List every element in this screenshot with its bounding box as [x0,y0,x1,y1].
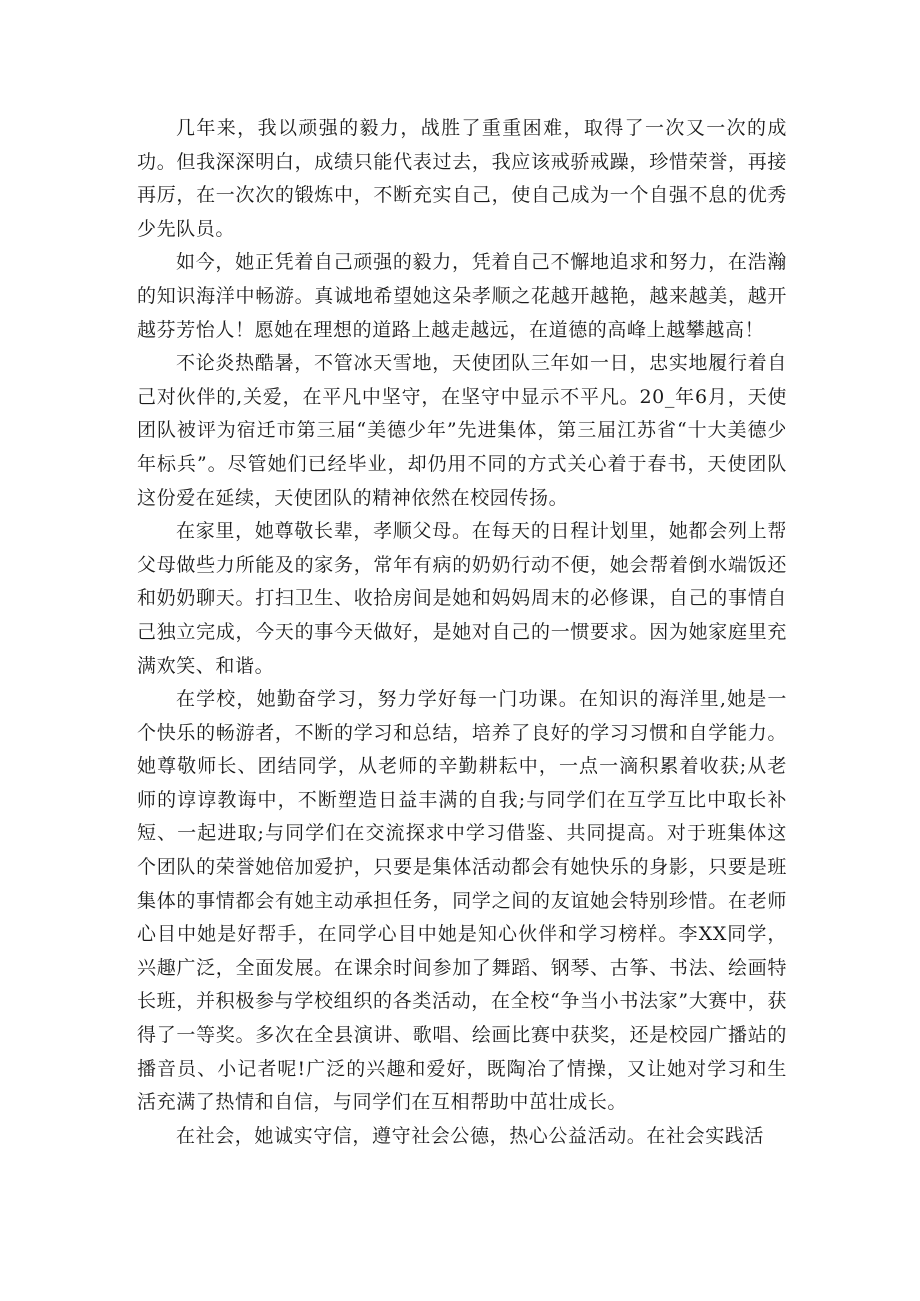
document-body [137,112,787,1153]
paragraph-2: 如今，她正凭着自己顽强的毅力，凭着自己不懈地追求和努力，在浩瀚的知识海洋中畅游。真诚地希望她这朵孝顺之花越开越艳，越来越美，越开越芬芳怡人！愿她在理想的道路上越走越远，在道德的高峰上越攀越高！ [137,251,787,341]
paragraph-5: 在学校，她勤奋学习，努力学好每一门功课。在知识的海洋里,她是一个快乐的畅游者，不断的学习和总结，培养了良好的学习习惯和自学能力。她尊敬师长、团结同学，从老师的辛勤耕耘中，一点一滴积累着收获;从老师的谆谆教诲中，不断塑造日益丰满的自我;与同学们在互学互比中取长补短、一起进取;与同学们在交流探求中学习借鉴、共同提高。对于班集体这个团队的荣誉她倍加爱护，只要是集体活动都会有她快乐的身影，只要是班集体的事情都会有她主动承担任务，同学之间的友谊她会特别珍惜。在老师心目中她是好帮手，在同学心目中她是知心伙伴和学习榜样。李XX同学，兴趣广泛，全面发展。在课余时间参加了舞蹈、钢琴、古筝、书法、绘画特长班，并积极参与学校组织的各类活动，在全校“争当小书法家”大赛中，获得了一等奖。多次在全县演讲、歌唱、绘画比赛中获奖，还是校园广播站的播音员、小记者呢!广泛的兴趣和爱好，既陶冶了情操，又让她对学习和生活充满了热情和自信，与同学们在互相帮助中茁壮成长。 [137,688,787,1114]
paragraph-3: 不论炎热酷暑，不管冰天雪地，天使团队三年如一日，忠实地履行着自己对伙伴的,关爱，在平凡中坚守，在坚守中显示不平凡。20_年6月，天使团队被评为宿迁市第三届“美德少年”先进集体，第三届江苏省“十大美德少年标兵”。尽管她们已经毕业，却仍用不同的方式关心着于春书，天使团队这份爱在延续，天使团队的精神依然在校园传扬。 [137,352,787,509]
paragraph-6: 在社会，她诚实守信，遵守社会公德，热心公益活动。在社会实践活 [176,1124,765,1147]
paragraph-1: 几年来，我以顽强的毅力，战胜了重重困难，取得了一次又一次的成功。但我深深明白，成绩只能代表过去，我应该戒骄戒躁，珍惜荣誉，再接再厉，在一次次的锻炼中，不断充实自己，使自己成为一个自强不息的优秀少先队员。 [137,117,787,240]
paragraph-4: 在家里，她尊敬长辈，孝顺父母。在每天的日程计划里，她都会列上帮父母做些力所能及的家务，常年有病的奶奶行动不便，她会帮着倒水端饭还和奶奶聊天。打扫卫生、收拾房间是她和妈妈周末的必修课，自己的事情自己独立完成，今天的事今天做好，是她对自己的一惯要求。因为她家庭里充满欢笑、和谐。 [137,520,787,677]
